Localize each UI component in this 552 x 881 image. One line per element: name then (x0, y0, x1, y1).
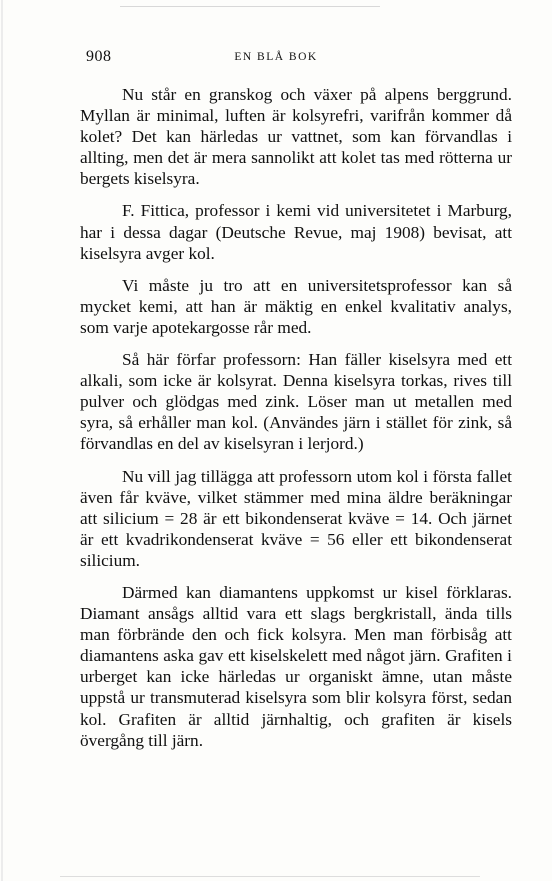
body-text (80, 84, 512, 762)
paragraph-granskog: Nu står en granskog och växer på alpens berggrund. Myllan är minimal, luften är kolsyrefri, varifrån kommer då kolet? Det kan härledas ur vattnet, som kan förvandlas i allting, men det är mera sannolikt att kolet tas med rötterna ur bergets kiselsyra. (80, 85, 512, 189)
running-head: EN BLÅ BOK (234, 51, 318, 63)
scan-edge-bottom (60, 876, 480, 877)
page-number: 908 (86, 48, 112, 65)
paragraph-universitetsprofessor: Vi måste ju tro att en universitetsprofessor kan så mycket kemi, att han är mäktig en enkel kvalitativ analys, som varje apotekargosse rår med. (80, 275, 512, 337)
paragraph-diamant: Därmed kan diamantens uppkomst ur kisel förklaras. Diamant ansågs alltid vara ett slags bergkristall, ända tills man förbrände den och fick kolsyra. Men man förbisåg att diamantens aska gav ett kiselskelett med något järn. Grafiten i urberget kan icke härledas ur organiskt ämne, utan måste uppstå ur transmuterad kiselsyra som blir kolsyra först, sedan kol. Grafiten är alltid järnhaltig, och grafiten är kisels övergång till järn. (80, 582, 512, 750)
paragraph-fittica: F. Fittica, professor i kemi vid universitetet i Marburg, har i dessa dagar (Deutsche Revue, maj 1908) bevisat, att kiselsyra avger kol. (80, 201, 512, 263)
scan-artifact-top (120, 6, 380, 7)
paragraph-forfarande: Så här förfar professorn: Han fäller kiselsyra med ett alkali, som icke är kolsyrat. Denna kiselsyra torkas, rives till pulver och glödgas med zink. Löser man ut metallen med syra, så erhåller man kol. (Användes järn i stället för zink, så förvandlas en del av kiselsyran i lerjord.) (80, 350, 512, 454)
paragraph-kvave: Nu vill jag tillägga att professorn utom kol i första fallet även får kväve, vilket stämmer med mina äldre beräkningar att silicium = 28 är ett bikondenserat kväve = 14. Och järnet är ett kvadrikondenserat kväve = 56 eller ett bikondenserat silicium. (80, 466, 512, 570)
scan-edge-left (1, 0, 3, 881)
